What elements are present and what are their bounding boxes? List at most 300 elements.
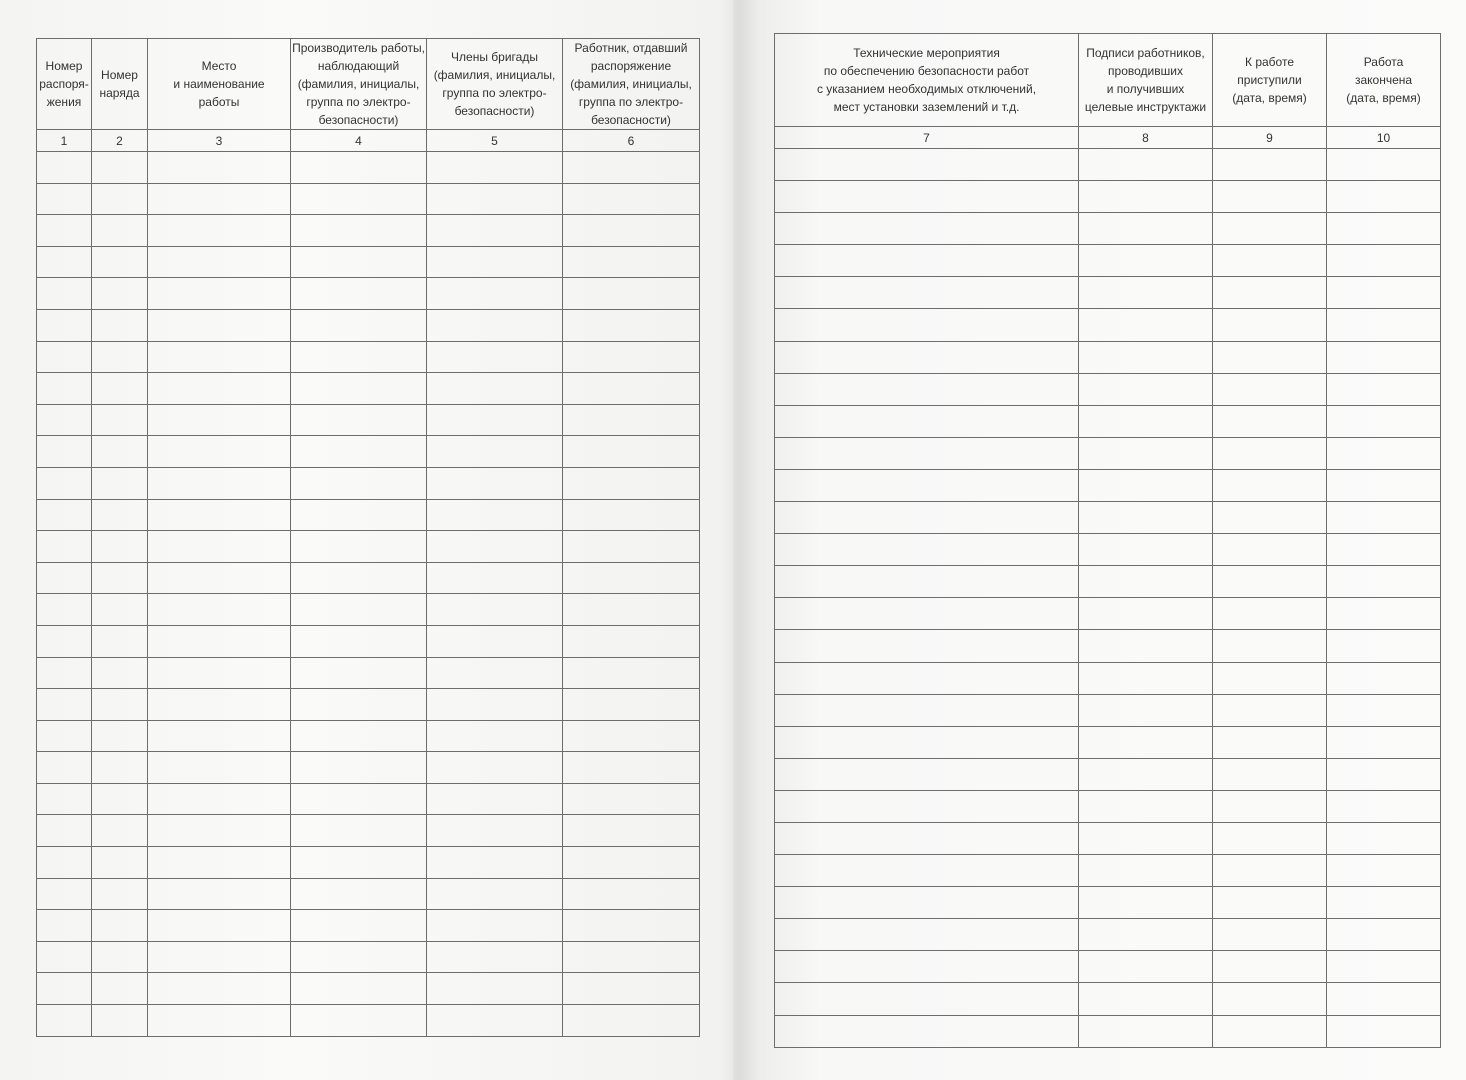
table-cell[interactable] (92, 815, 148, 847)
table-row (775, 758, 1441, 790)
table-cell[interactable] (563, 562, 700, 594)
table-cell[interactable] (1327, 822, 1441, 854)
table-cell[interactable] (1213, 341, 1327, 373)
table-cell[interactable] (775, 502, 1079, 534)
table-cell[interactable] (1327, 437, 1441, 469)
table-cell[interactable] (563, 625, 700, 657)
table-cell[interactable] (1327, 790, 1441, 822)
table-cell[interactable] (563, 436, 700, 468)
table-cell[interactable] (37, 973, 92, 1005)
table-cell[interactable] (427, 910, 563, 942)
table-cell[interactable] (37, 246, 92, 278)
table-cell[interactable] (148, 499, 291, 531)
table-cell[interactable] (1327, 983, 1441, 1015)
table-cell[interactable] (1079, 726, 1213, 758)
table-cell[interactable] (1327, 309, 1441, 341)
table-cell[interactable] (1327, 598, 1441, 630)
column-number: 8 (1079, 127, 1213, 149)
table-cell[interactable] (1327, 341, 1441, 373)
table-cell[interactable] (92, 910, 148, 942)
table-cell[interactable] (291, 373, 427, 405)
table-cell[interactable] (427, 404, 563, 436)
table-cell[interactable] (92, 373, 148, 405)
table-cell[interactable] (37, 531, 92, 563)
table-cell[interactable] (563, 467, 700, 499)
table-cell[interactable] (427, 878, 563, 910)
table-cell[interactable] (775, 277, 1079, 309)
table-cell[interactable] (92, 847, 148, 879)
table-cell[interactable] (1327, 213, 1441, 245)
table-cell[interactable] (148, 467, 291, 499)
table-row (37, 531, 700, 563)
table-cell[interactable] (1327, 887, 1441, 919)
table-cell[interactable] (148, 152, 291, 184)
table-cell[interactable] (291, 562, 427, 594)
table-cell[interactable] (563, 531, 700, 563)
table-cell[interactable] (563, 309, 700, 341)
table-cell[interactable] (291, 941, 427, 973)
table-cell[interactable] (148, 973, 291, 1005)
table-cell[interactable] (1213, 983, 1327, 1015)
table-cell[interactable] (92, 467, 148, 499)
table-cell[interactable] (92, 436, 148, 468)
table-cell[interactable] (427, 309, 563, 341)
header-work-finished: Работа закончена (дата, время) (1327, 34, 1441, 127)
table-cell[interactable] (1079, 951, 1213, 983)
table-cell[interactable] (1079, 373, 1213, 405)
table-cell[interactable] (1327, 919, 1441, 951)
table-cell[interactable] (92, 562, 148, 594)
table-cell[interactable] (427, 720, 563, 752)
table-cell[interactable] (1079, 598, 1213, 630)
table-row (775, 277, 1441, 309)
table-cell[interactable] (37, 404, 92, 436)
left-journal-table (36, 38, 700, 1037)
table-cell[interactable] (37, 373, 92, 405)
table-cell[interactable] (1327, 758, 1441, 790)
table-cell[interactable] (427, 373, 563, 405)
table-cell[interactable] (148, 531, 291, 563)
table-cell[interactable] (92, 1005, 148, 1037)
table-cell[interactable] (1213, 534, 1327, 566)
table-cell[interactable] (563, 973, 700, 1005)
table-cell[interactable] (1327, 245, 1441, 277)
table-cell[interactable] (427, 752, 563, 784)
table-cell[interactable] (1079, 822, 1213, 854)
table-cell[interactable] (37, 562, 92, 594)
table-cell[interactable] (1327, 1015, 1441, 1047)
table-cell[interactable] (563, 1005, 700, 1037)
table-cell[interactable] (291, 467, 427, 499)
table-cell[interactable] (427, 278, 563, 310)
left-table-body (37, 152, 700, 1037)
table-cell[interactable] (291, 720, 427, 752)
table-cell[interactable] (37, 436, 92, 468)
table-cell[interactable] (563, 815, 700, 847)
table-cell[interactable] (563, 783, 700, 815)
table-cell[interactable] (1327, 534, 1441, 566)
table-cell[interactable] (563, 941, 700, 973)
table-row (775, 469, 1441, 501)
table-cell[interactable] (148, 183, 291, 215)
table-cell[interactable] (563, 657, 700, 689)
table-cell[interactable] (92, 341, 148, 373)
table-cell[interactable] (1079, 983, 1213, 1015)
table-cell[interactable] (775, 437, 1079, 469)
table-cell[interactable] (1079, 534, 1213, 566)
table-cell[interactable] (563, 246, 700, 278)
table-cell[interactable] (775, 758, 1079, 790)
table-cell[interactable] (1213, 149, 1327, 181)
table-cell[interactable] (1327, 694, 1441, 726)
table-cell[interactable] (427, 783, 563, 815)
table-cell[interactable] (775, 598, 1079, 630)
table-cell[interactable] (92, 246, 148, 278)
table-cell[interactable] (37, 910, 92, 942)
table-cell[interactable] (1213, 245, 1327, 277)
table-cell[interactable] (1079, 149, 1213, 181)
table-cell[interactable] (148, 689, 291, 721)
table-cell[interactable] (1079, 405, 1213, 437)
table-cell[interactable] (563, 752, 700, 784)
table-cell[interactable] (1079, 758, 1213, 790)
table-cell[interactable] (563, 910, 700, 942)
table-cell[interactable] (427, 215, 563, 247)
table-cell[interactable] (148, 215, 291, 247)
table-cell[interactable] (1079, 181, 1213, 213)
table-cell[interactable] (1213, 181, 1327, 213)
table-cell[interactable] (148, 657, 291, 689)
table-cell[interactable] (1079, 502, 1213, 534)
table-cell[interactable] (775, 181, 1079, 213)
table-cell[interactable] (775, 919, 1079, 951)
table-cell[interactable] (1079, 245, 1213, 277)
table-cell[interactable] (563, 373, 700, 405)
table-cell[interactable] (1213, 405, 1327, 437)
table-cell[interactable] (1213, 373, 1327, 405)
table-cell[interactable] (148, 878, 291, 910)
table-cell[interactable] (1213, 277, 1327, 309)
table-cell[interactable] (92, 783, 148, 815)
table-cell[interactable] (92, 278, 148, 310)
table-cell[interactable] (148, 910, 291, 942)
table-cell[interactable] (1327, 405, 1441, 437)
table-cell[interactable] (775, 726, 1079, 758)
table-cell[interactable] (563, 278, 700, 310)
table-cell[interactable] (1327, 630, 1441, 662)
table-cell[interactable] (37, 594, 92, 626)
table-cell[interactable] (291, 436, 427, 468)
table-cell[interactable] (291, 973, 427, 1005)
table-cell[interactable] (37, 467, 92, 499)
table-cell[interactable] (1213, 598, 1327, 630)
table-cell[interactable] (291, 404, 427, 436)
table-cell[interactable] (775, 405, 1079, 437)
table-cell[interactable] (427, 467, 563, 499)
table-cell[interactable] (92, 625, 148, 657)
table-cell[interactable] (37, 783, 92, 815)
table-cell[interactable] (427, 246, 563, 278)
table-cell[interactable] (291, 910, 427, 942)
table-cell[interactable] (37, 847, 92, 879)
table-cell[interactable] (148, 562, 291, 594)
table-cell[interactable] (775, 983, 1079, 1015)
table-cell[interactable] (1213, 694, 1327, 726)
table-cell[interactable] (37, 720, 92, 752)
table-cell[interactable] (291, 1005, 427, 1037)
table-cell[interactable] (291, 183, 427, 215)
table-cell[interactable] (92, 752, 148, 784)
table-cell[interactable] (291, 215, 427, 247)
table-cell[interactable] (427, 341, 563, 373)
table-cell[interactable] (427, 1005, 563, 1037)
table-cell[interactable] (1327, 469, 1441, 501)
table-cell[interactable] (775, 822, 1079, 854)
table-cell[interactable] (775, 373, 1079, 405)
table-cell[interactable] (775, 951, 1079, 983)
table-cell[interactable] (427, 499, 563, 531)
table-cell[interactable] (1327, 277, 1441, 309)
table-cell[interactable] (148, 752, 291, 784)
table-cell[interactable] (37, 499, 92, 531)
table-cell[interactable] (563, 878, 700, 910)
table-cell[interactable] (775, 790, 1079, 822)
table-cell[interactable] (37, 152, 92, 184)
table-cell[interactable] (92, 152, 148, 184)
table-cell[interactable] (1213, 1015, 1327, 1047)
table-cell[interactable] (563, 594, 700, 626)
table-cell[interactable] (563, 404, 700, 436)
table-cell[interactable] (427, 152, 563, 184)
table-cell[interactable] (1327, 502, 1441, 534)
table-cell[interactable] (1213, 855, 1327, 887)
table-cell[interactable] (1079, 662, 1213, 694)
table-row (37, 910, 700, 942)
table-cell[interactable] (148, 783, 291, 815)
table-cell[interactable] (291, 815, 427, 847)
table-cell[interactable] (563, 499, 700, 531)
table-cell[interactable] (427, 531, 563, 563)
table-cell[interactable] (427, 562, 563, 594)
header-row (775, 34, 1441, 127)
table-cell[interactable] (37, 309, 92, 341)
table-cell[interactable] (775, 469, 1079, 501)
table-cell[interactable] (291, 657, 427, 689)
table-cell[interactable] (1079, 790, 1213, 822)
table-cell[interactable] (148, 404, 291, 436)
table-cell[interactable] (563, 720, 700, 752)
table-cell[interactable] (427, 847, 563, 879)
table-cell[interactable] (563, 689, 700, 721)
table-cell[interactable] (1079, 694, 1213, 726)
table-row (37, 278, 700, 310)
table-cell[interactable] (291, 499, 427, 531)
table-cell[interactable] (1213, 469, 1327, 501)
table-cell[interactable] (775, 887, 1079, 919)
table-cell[interactable] (1079, 437, 1213, 469)
table-cell[interactable] (37, 657, 92, 689)
table-cell[interactable] (427, 183, 563, 215)
table-cell[interactable] (92, 404, 148, 436)
table-cell[interactable] (775, 662, 1079, 694)
table-cell[interactable] (1079, 855, 1213, 887)
table-cell[interactable] (563, 152, 700, 184)
table-cell[interactable] (775, 245, 1079, 277)
table-cell[interactable] (1327, 373, 1441, 405)
table-row (37, 941, 700, 973)
table-cell[interactable] (1327, 149, 1441, 181)
table-cell[interactable] (148, 941, 291, 973)
table-cell[interactable] (427, 594, 563, 626)
table-cell[interactable] (1213, 887, 1327, 919)
table-cell[interactable] (1079, 1015, 1213, 1047)
table-cell[interactable] (1213, 662, 1327, 694)
table-cell[interactable] (37, 183, 92, 215)
table-cell[interactable] (291, 625, 427, 657)
table-cell[interactable] (775, 630, 1079, 662)
table-cell[interactable] (775, 566, 1079, 598)
table-cell[interactable] (148, 847, 291, 879)
table-cell[interactable] (92, 499, 148, 531)
table-cell[interactable] (92, 594, 148, 626)
table-cell[interactable] (1079, 919, 1213, 951)
table-cell[interactable] (291, 531, 427, 563)
table-cell[interactable] (1079, 566, 1213, 598)
table-cell[interactable] (37, 625, 92, 657)
table-cell[interactable] (291, 752, 427, 784)
table-cell[interactable] (92, 878, 148, 910)
table-cell[interactable] (775, 213, 1079, 245)
table-cell[interactable] (1327, 855, 1441, 887)
table-cell[interactable] (291, 847, 427, 879)
table-cell[interactable] (563, 341, 700, 373)
table-cell[interactable] (291, 341, 427, 373)
table-cell[interactable] (1213, 213, 1327, 245)
column-number-row (37, 130, 700, 152)
table-cell[interactable] (1079, 309, 1213, 341)
table-cell[interactable] (1079, 469, 1213, 501)
table-cell[interactable] (92, 657, 148, 689)
table-cell[interactable] (1213, 758, 1327, 790)
table-cell[interactable] (148, 625, 291, 657)
table-cell[interactable] (92, 941, 148, 973)
table-cell[interactable] (775, 855, 1079, 887)
table-cell[interactable] (37, 1005, 92, 1037)
table-row (37, 373, 700, 405)
table-cell[interactable] (148, 246, 291, 278)
table-cell[interactable] (1079, 341, 1213, 373)
table-cell[interactable] (37, 341, 92, 373)
table-cell[interactable] (148, 720, 291, 752)
table-cell[interactable] (427, 815, 563, 847)
table-cell[interactable] (1213, 726, 1327, 758)
table-cell[interactable] (291, 309, 427, 341)
table-cell[interactable] (291, 278, 427, 310)
table-cell[interactable] (563, 215, 700, 247)
table-cell[interactable] (291, 689, 427, 721)
header-row (37, 39, 700, 130)
table-cell[interactable] (291, 783, 427, 815)
table-cell[interactable] (1079, 277, 1213, 309)
table-cell[interactable] (775, 1015, 1079, 1047)
table-cell[interactable] (37, 941, 92, 973)
table-cell[interactable] (37, 878, 92, 910)
table-cell[interactable] (148, 341, 291, 373)
table-cell[interactable] (92, 309, 148, 341)
table-cell[interactable] (563, 847, 700, 879)
table-row (37, 720, 700, 752)
table-cell[interactable] (1327, 951, 1441, 983)
table-row (775, 951, 1441, 983)
table-cell[interactable] (92, 183, 148, 215)
table-cell[interactable] (775, 309, 1079, 341)
table-cell[interactable] (427, 941, 563, 973)
table-cell[interactable] (427, 436, 563, 468)
table-cell[interactable] (427, 625, 563, 657)
table-cell[interactable] (148, 309, 291, 341)
table-cell[interactable] (1327, 566, 1441, 598)
table-cell[interactable] (148, 373, 291, 405)
table-cell[interactable] (92, 689, 148, 721)
table-cell[interactable] (37, 815, 92, 847)
table-cell[interactable] (1213, 951, 1327, 983)
column-number: 1 (37, 130, 92, 152)
table-cell[interactable] (427, 973, 563, 1005)
table-cell[interactable] (1213, 437, 1327, 469)
table-cell[interactable] (37, 689, 92, 721)
table-cell[interactable] (775, 534, 1079, 566)
table-cell[interactable] (148, 594, 291, 626)
table-cell[interactable] (92, 720, 148, 752)
table-cell[interactable] (427, 689, 563, 721)
table-cell[interactable] (775, 341, 1079, 373)
table-cell[interactable] (291, 594, 427, 626)
table-cell[interactable] (92, 531, 148, 563)
table-cell[interactable] (1213, 502, 1327, 534)
table-cell[interactable] (291, 152, 427, 184)
table-cell[interactable] (1213, 309, 1327, 341)
table-cell[interactable] (148, 278, 291, 310)
table-cell[interactable] (291, 246, 427, 278)
table-cell[interactable] (1213, 790, 1327, 822)
table-cell[interactable] (775, 694, 1079, 726)
table-cell[interactable] (37, 752, 92, 784)
table-cell[interactable] (1079, 887, 1213, 919)
table-cell[interactable] (291, 878, 427, 910)
table-cell[interactable] (148, 1005, 291, 1037)
table-cell[interactable] (37, 215, 92, 247)
table-cell[interactable] (148, 436, 291, 468)
table-cell[interactable] (1327, 181, 1441, 213)
table-cell[interactable] (427, 657, 563, 689)
table-cell[interactable] (1327, 662, 1441, 694)
table-cell[interactable] (1079, 630, 1213, 662)
table-row (37, 594, 700, 626)
table-row (775, 662, 1441, 694)
table-cell[interactable] (1213, 566, 1327, 598)
table-cell[interactable] (1079, 213, 1213, 245)
table-cell[interactable] (1327, 726, 1441, 758)
table-cell[interactable] (92, 215, 148, 247)
table-cell[interactable] (92, 973, 148, 1005)
table-cell[interactable] (1213, 630, 1327, 662)
table-cell[interactable] (1213, 919, 1327, 951)
table-cell[interactable] (37, 278, 92, 310)
table-cell[interactable] (775, 149, 1079, 181)
table-cell[interactable] (148, 815, 291, 847)
table-cell[interactable] (1213, 822, 1327, 854)
table-cell[interactable] (563, 183, 700, 215)
